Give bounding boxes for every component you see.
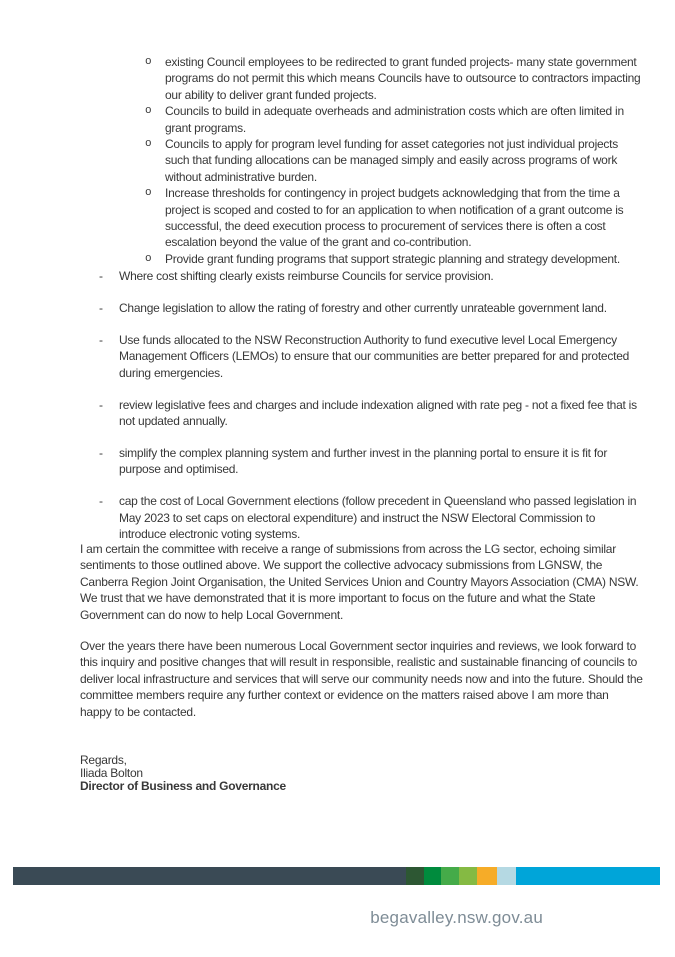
list-item [80, 445, 643, 478]
circle-bullet-marker: o [145, 187, 152, 200]
list-item-text: Provide grant funding programs that support strategic planning and strategy development. [165, 251, 620, 266]
list-item [80, 136, 643, 185]
list-item [80, 268, 643, 284]
footer-color-bar [13, 867, 660, 885]
list-item-text: Where cost shifting clearly exists reimburse Councils for service provision. [119, 269, 494, 283]
color-bar-segment-dark-green [406, 867, 424, 885]
list-item-text: Change legislation to allow the rating of forestry and other currently unrateable government land. [119, 300, 607, 315]
list-item [80, 185, 643, 251]
color-bar-segment-slate [13, 867, 406, 885]
dash-bullet-marker: - [99, 269, 103, 283]
signature-closing: Regards, [80, 753, 127, 767]
paragraph-submissions: I am certain the committee with receive a range of submissions from across the LG sector, echoing similar sentiments to those outlined above. We support the collective advocacy submissions from LGNSW, the Canberra Region Joint Organisation, the United Services Union and Country Mayors Association (CMA) NSW. We trust that we have demonstrated that it is more important to focus on the future and what the State Government can do now to help Local Government. [80, 542, 639, 622]
list-item [80, 103, 643, 136]
list-item [80, 251, 643, 267]
list-item-text: simplify the complex planning system and further invest in the planning portal to ensure it is fit for purpose and optimised. [119, 445, 608, 477]
signature-title: Director of Business and Governance [80, 779, 286, 793]
circle-bullet-marker: o [145, 56, 152, 68]
color-bar-segment-mid-green [441, 867, 459, 885]
list-item-text: Councils to apply for program level funding for asset categories not just individual projects such that funding allocations can be managed simply and easily across programs of work without administrative burden. [165, 137, 618, 184]
list-item-text: existing Council employees to be redirected to grant funded projects- many state government programs do not permit this which means Councils have to outsource to contractors impacting our ability to deliver grant funded projects. [165, 55, 641, 102]
list-item-text: cap the cost of Local Government elections (follow precedent in Queensland who passed legislation in May 2023 to set caps on electoral expenditure) and instruct the NSW Electoral Commission to introduce electronic voting systems. [119, 494, 637, 541]
dash-bullet-marker: - [99, 300, 103, 315]
circle-bullet-marker: o [145, 252, 152, 265]
color-bar-segment-pale-blue [497, 867, 516, 885]
list-item [80, 397, 643, 430]
grant-funding-sublist [80, 54, 643, 267]
dash-bullet-marker: - [99, 445, 103, 460]
circle-bullet-marker: o [145, 105, 152, 118]
dash-bullet-marker: - [99, 332, 103, 347]
list-item [80, 300, 643, 316]
list-item-text: review legislative fees and charges and include indexation aligned with rate peg - not a fixed fee that is not updated annually. [119, 397, 637, 428]
color-bar-segment-orange [477, 867, 497, 885]
dash-bullet-marker: - [99, 397, 103, 412]
signature-block [80, 754, 643, 793]
list-item-text: Use funds allocated to the NSW Reconstruction Authority to fund executive level Local Emergency Management Officers (LEMOs) to ensure that our communities are better prepared for and protected during emergencies. [119, 332, 630, 380]
recommendations-list [80, 268, 643, 558]
circle-bullet-marker: o [145, 138, 152, 151]
signature-name: Iliada Bolton [80, 766, 143, 780]
dash-bullet-marker: - [99, 494, 103, 509]
color-bar-segment-light-green [459, 867, 477, 885]
color-bar-segment-green [424, 867, 441, 885]
list-item [80, 332, 643, 381]
color-bar-segment-cyan [516, 867, 660, 885]
list-item-text: Councils to build in adequate overheads and administration costs which are often limited in grant programs. [165, 104, 624, 135]
list-item-text: Increase thresholds for contingency in project budgets acknowledging that from the time a project is scoped and costed to for an application to when notification of a grant outcome is successful, the deed execution process to procurement of services there is often a cost escalation beyond the value of the grant and co-contribution. [165, 186, 624, 250]
list-item [80, 493, 643, 542]
website-url: begavalley.nsw.gov.au [370, 908, 543, 927]
list-item [80, 54, 643, 103]
paragraph-inquiries: Over the years there have been numerous Local Government sector inquiries and reviews, we look forward to this inquiry and positive changes that will result in responsible, realistic and sustainable financing of councils to deliver local infrastructure and services that will serve our community needs now and into the future. Should the committee members require any further context or evidence on the matters raised above I am more than happy to be contacted. [80, 639, 643, 719]
